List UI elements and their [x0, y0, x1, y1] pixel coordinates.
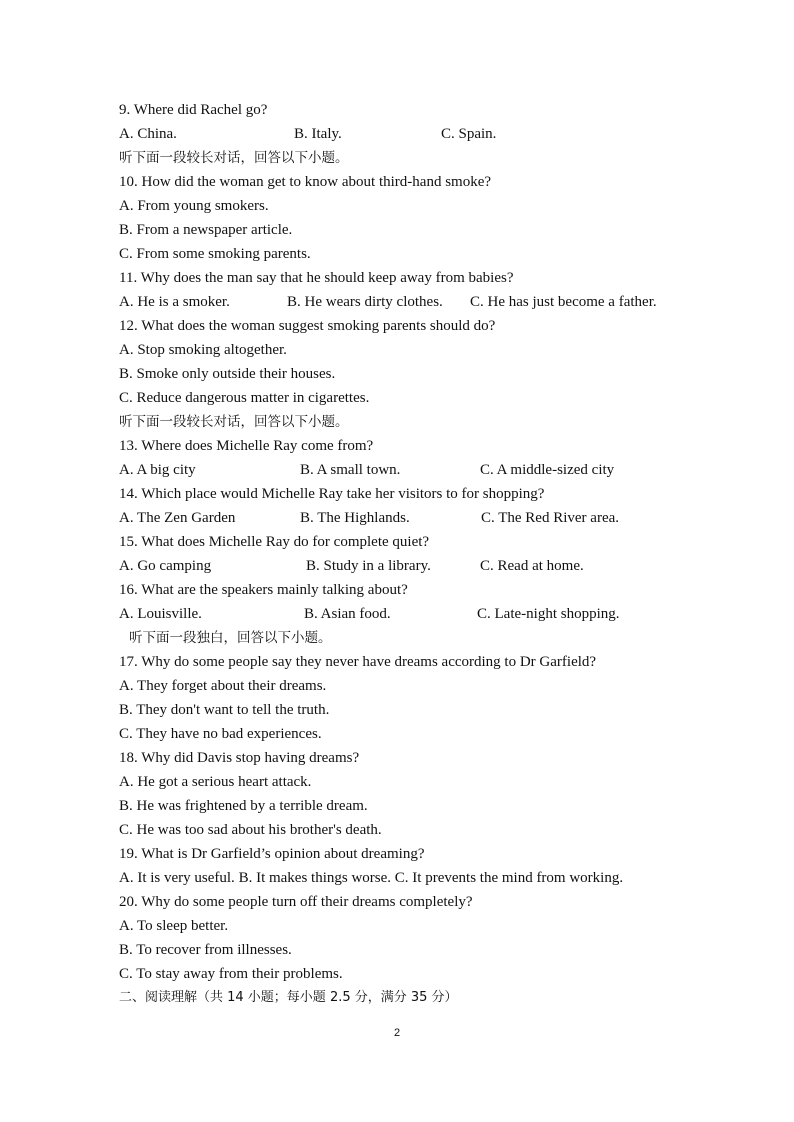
q14-option-b: B. The Highlands. — [300, 510, 410, 526]
q11-option-b: B. He wears dirty clothes. — [287, 294, 443, 310]
question-12: 12. What does the woman suggest smoking parents should do? — [119, 318, 496, 334]
q20-option-b: B. To recover from illnesses. — [119, 942, 292, 958]
question-19-options — [119, 866, 623, 890]
q10-option-a: A. From young smokers. — [119, 198, 269, 214]
q15-option-b: B. Study in a library. — [306, 558, 431, 574]
page-number: 2 — [393, 1027, 401, 1039]
question-13: 13. Where does Michelle Ray come from? — [119, 438, 374, 454]
q11-option-c: C. He has just become a father. — [470, 294, 657, 310]
question-19: 19. What is Dr Garfield’s opinion about dreaming? — [119, 846, 425, 862]
q19-option-a: A. It is very useful. — [119, 870, 235, 886]
q15-option-a: A. Go camping — [119, 558, 212, 574]
q14-option-a: A. The Zen Garden — [119, 510, 236, 526]
q10-option-c: C. From some smoking parents. — [119, 246, 311, 262]
q15-option-c: C. Read at home. — [480, 558, 584, 574]
question-18: 18. Why did Davis stop having dreams? — [119, 750, 360, 766]
q20-option-c: C. To stay away from their problems. — [119, 966, 343, 982]
q9-option-c: C. Spain. — [441, 126, 497, 142]
q12-option-b: B. Smoke only outside their houses. — [119, 366, 336, 382]
q19-option-c: C. It prevents the mind from working. — [394, 870, 624, 886]
q18-option-b: B. He was frightened by a terrible dream. — [119, 798, 368, 814]
q17-option-b: B. They don't want to tell the truth. — [119, 702, 330, 718]
q12-option-a: A. Stop smoking altogether. — [119, 342, 287, 358]
q17-option-a: A. They forget about their dreams. — [119, 678, 327, 694]
q20-option-a: A. To sleep better. — [119, 918, 229, 934]
q11-option-a: A. He is a smoker. — [119, 294, 230, 310]
q10-option-b: B. From a newspaper article. — [119, 222, 293, 238]
instruction-monologue: 听下面一段独白，回答以下小题。 — [129, 630, 332, 646]
q13-option-b: B. A small town. — [300, 462, 401, 478]
q13-option-c: C. A middle-sized city — [480, 462, 615, 478]
q16-option-a: A. Louisville. — [119, 606, 202, 622]
question-9: 9. Where did Rachel go? — [119, 102, 268, 118]
q19-option-b: B. It makes things worse. — [238, 870, 392, 886]
q18-option-c: C. He was too sad about his brother's death. — [119, 822, 382, 838]
q12-option-c: C. Reduce dangerous matter in cigarettes. — [119, 390, 370, 406]
q9-option-b: B. Italy. — [294, 126, 342, 142]
q13-option-a: A. A big city — [119, 462, 196, 478]
question-15: 15. What does Michelle Ray do for complete quiet? — [119, 534, 430, 550]
q18-option-a: A. He got a serious heart attack. — [119, 774, 312, 790]
section-2-heading: 二、阅读理解（共 14 小题；每小题 2.5 分，满分 35 分） — [119, 990, 458, 1005]
q16-option-c: C. Late-night shopping. — [477, 606, 620, 622]
question-14: 14. Which place would Michelle Ray take her visitors to for shopping? — [119, 486, 545, 502]
question-17: 17. Why do some people say they never have dreams according to Dr Garfield? — [119, 654, 597, 670]
question-11: 11. Why does the man say that he should keep away from babies? — [119, 270, 514, 286]
q14-option-c: C. The Red River area. — [481, 510, 620, 526]
q9-option-a: A. China. — [119, 126, 177, 142]
q17-option-c: C. They have no bad experiences. — [119, 726, 322, 742]
instruction-long-dialogue-2: 听下面一段较长对话，回答以下小题。 — [119, 414, 349, 430]
question-10: 10. How did the woman get to know about third-hand smoke? — [119, 174, 492, 190]
question-16: 16. What are the speakers mainly talking about? — [119, 582, 408, 598]
instruction-long-dialogue-1: 听下面一段较长对话，回答以下小题。 — [119, 150, 349, 166]
question-20: 20. Why do some people turn off their dreams completely? — [119, 894, 473, 910]
q16-option-b: B. Asian food. — [304, 606, 391, 622]
